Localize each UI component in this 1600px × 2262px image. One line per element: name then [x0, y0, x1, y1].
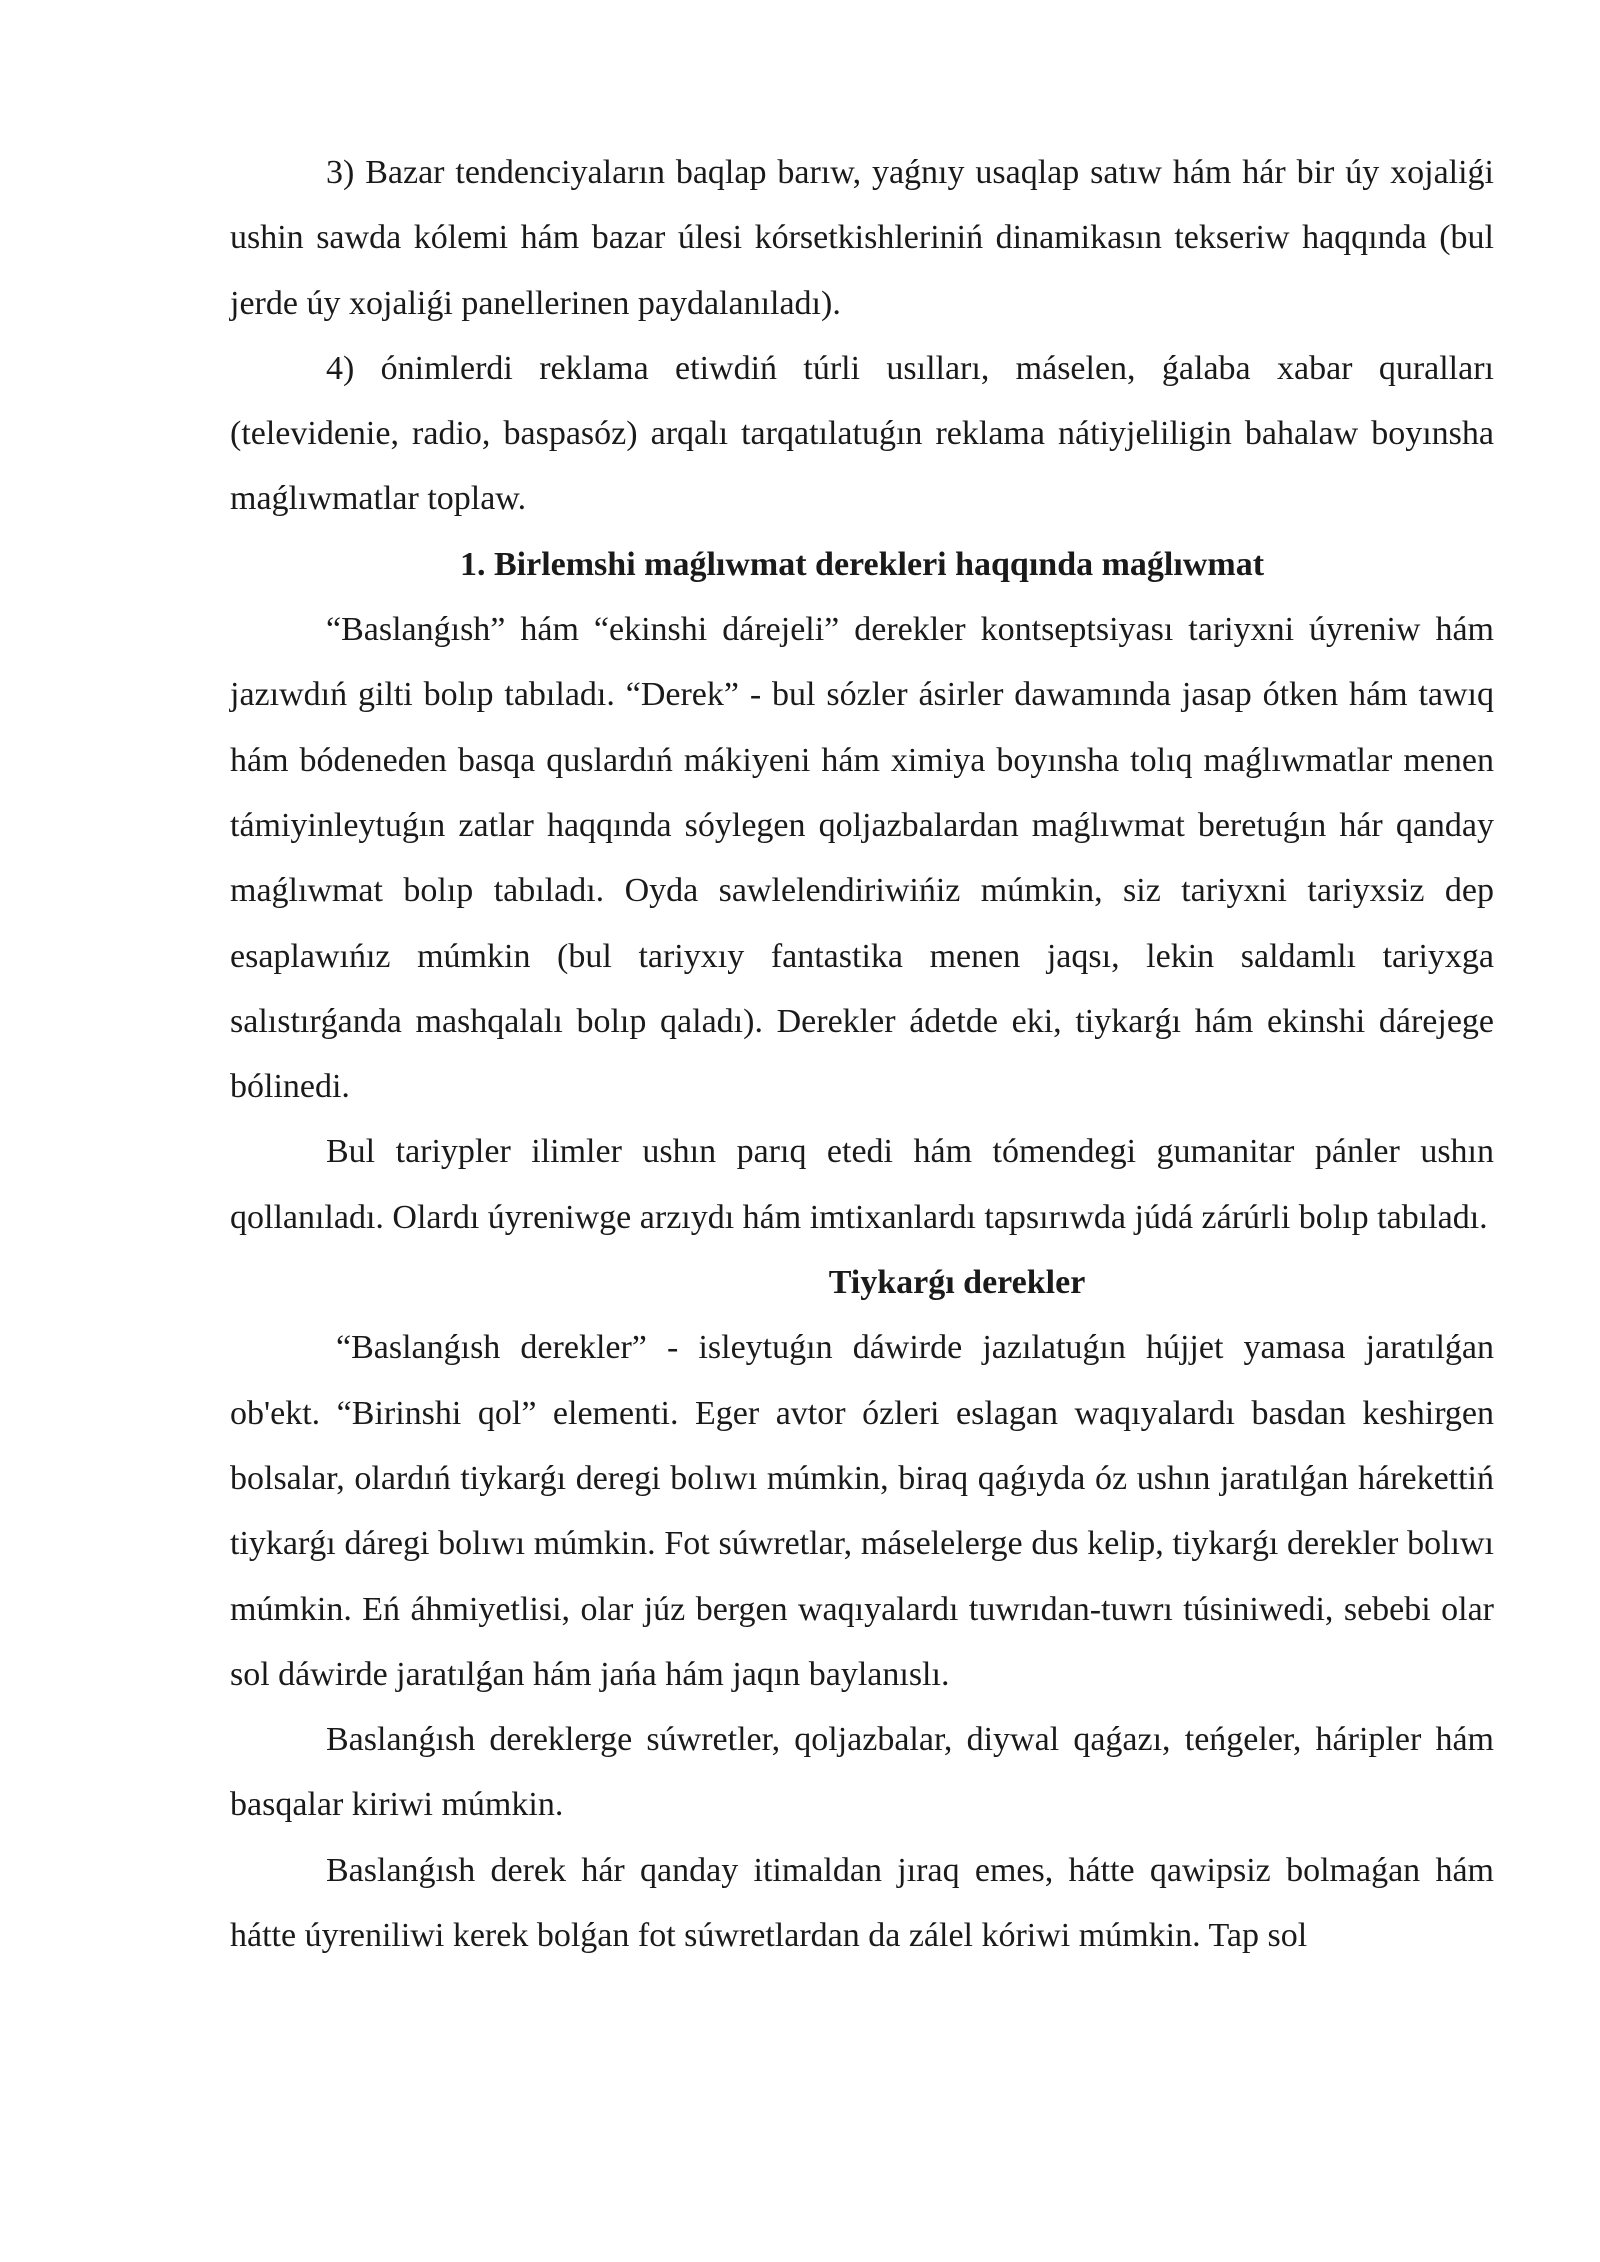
paragraph-primary-sources: “Baslanǵısh derekler” - isleytuǵın dáwirde jazılatuǵın hújjet yamasa jaratılǵan ob'ekt. “Birinshi qol” elementi. Eger avtor ózleri eslagan waqıyalardı basdan keshirgen bolsalar, olardıń tiykarǵı deregi bolıwı múmkin, biraq qaǵıyda óz ushın jaratılǵan hárekettiń tiykarǵı dáregi bolıwı múmkin. Fot súwretlar, máselelerge dus kelip, tiykarǵı derekler bolıwı múmkin. Eń áhmiyetlisi, olar júz bergen waqıyalardı tuwrıdan-tuwrı túsiniwedi, sebebi olar sol dáwirde jaratılǵan hám jańa hám jaqın baylanıslı. — [230, 1329, 1494, 1693]
paragraph-definitions: Bul tariypler ilimler ushın parıq etedi hám tómendegi gumanitar pánler ushın qollanıladı. Olardı úyreniwge arzıydı hám imtixanlardı tapsırıwda júdá zárúrli bolıp tabıladı. — [230, 1133, 1494, 1236]
paragraph-advertising: 4) ónimlerdi reklama etiwdiń túrli usılları, máselen, ǵalaba xabar quralları (televidenie, radio, baspasóz) arqalı tarqatılatuǵın reklama nátiyjeliligin bahalaw boyınsha maǵlıwmatlar toplaw. — [230, 349, 1494, 518]
section-heading-primary-sources: 1. Birlemshi maǵlıwmat derekleri haqqında maǵlıwmat — [459, 545, 1265, 583]
paragraph-market-trends: 3) Bazar tendenciyaların baqlap barıw, yaǵnıy usaqlap satıw hám hár bir úy xojaliǵi ushin sawda kólemi hám bazar úlesi kórsetkishleriniń dinamikasın tekseriw haqqında (bul jerde úy xojaliǵi panellerinen paydalanıladı). — [230, 154, 1494, 322]
subheading-main-sources: Tiykarǵı derekler — [828, 1264, 1086, 1302]
paragraph-source-risk: Baslanǵısh derek hár qanday itimaldan jıraq emes, hátte qawipsiz bolmaǵan hám hátte úyreniliwi kerek bolǵan fot súwretlardan da zálel kóriwi múmkin. Tap sol — [230, 1851, 1494, 1955]
paragraph-source-examples: Baslanǵısh dereklerge súwretler, qoljazbalar, diywal qaǵazı, teńgeler, háripler hám basqalar kiriwi múmkin. — [230, 1721, 1494, 1824]
document-page — [230, 140, 1494, 1968]
paragraph-source-concept: “Baslanǵısh” hám “ekinshi dárejeli” derekler kontseptsiyası tariyxni úyreniw hám jazıwdıń gilti bolıp tabıladı. “Derek” - bul sózler ásirler dawamında jasap ótken hám tawıq hám bódeneden basqa quslardıń mákiyeni hám ximiya boyınsha tolıq maǵlıwmatlar menen támiyinleytuǵın zatlar haqqında sóylegen qoljazbalardan maǵlıwmat beretuǵın hár qanday maǵlıwmat bolıp tabıladı. Oyda sawlelendiriwińiz múmkin, siz tariyxni tariyxsiz dep esaplawıńız múmkin (bul tariyxıy fantastika menen jaqsı, lekin saldamlı tariyxga salıstırǵanda mashqalalı bolıp qaladı). Derekler ádetde eki, tiykarǵı hám ekinshi dárejege bólinedi. — [230, 611, 1494, 1106]
